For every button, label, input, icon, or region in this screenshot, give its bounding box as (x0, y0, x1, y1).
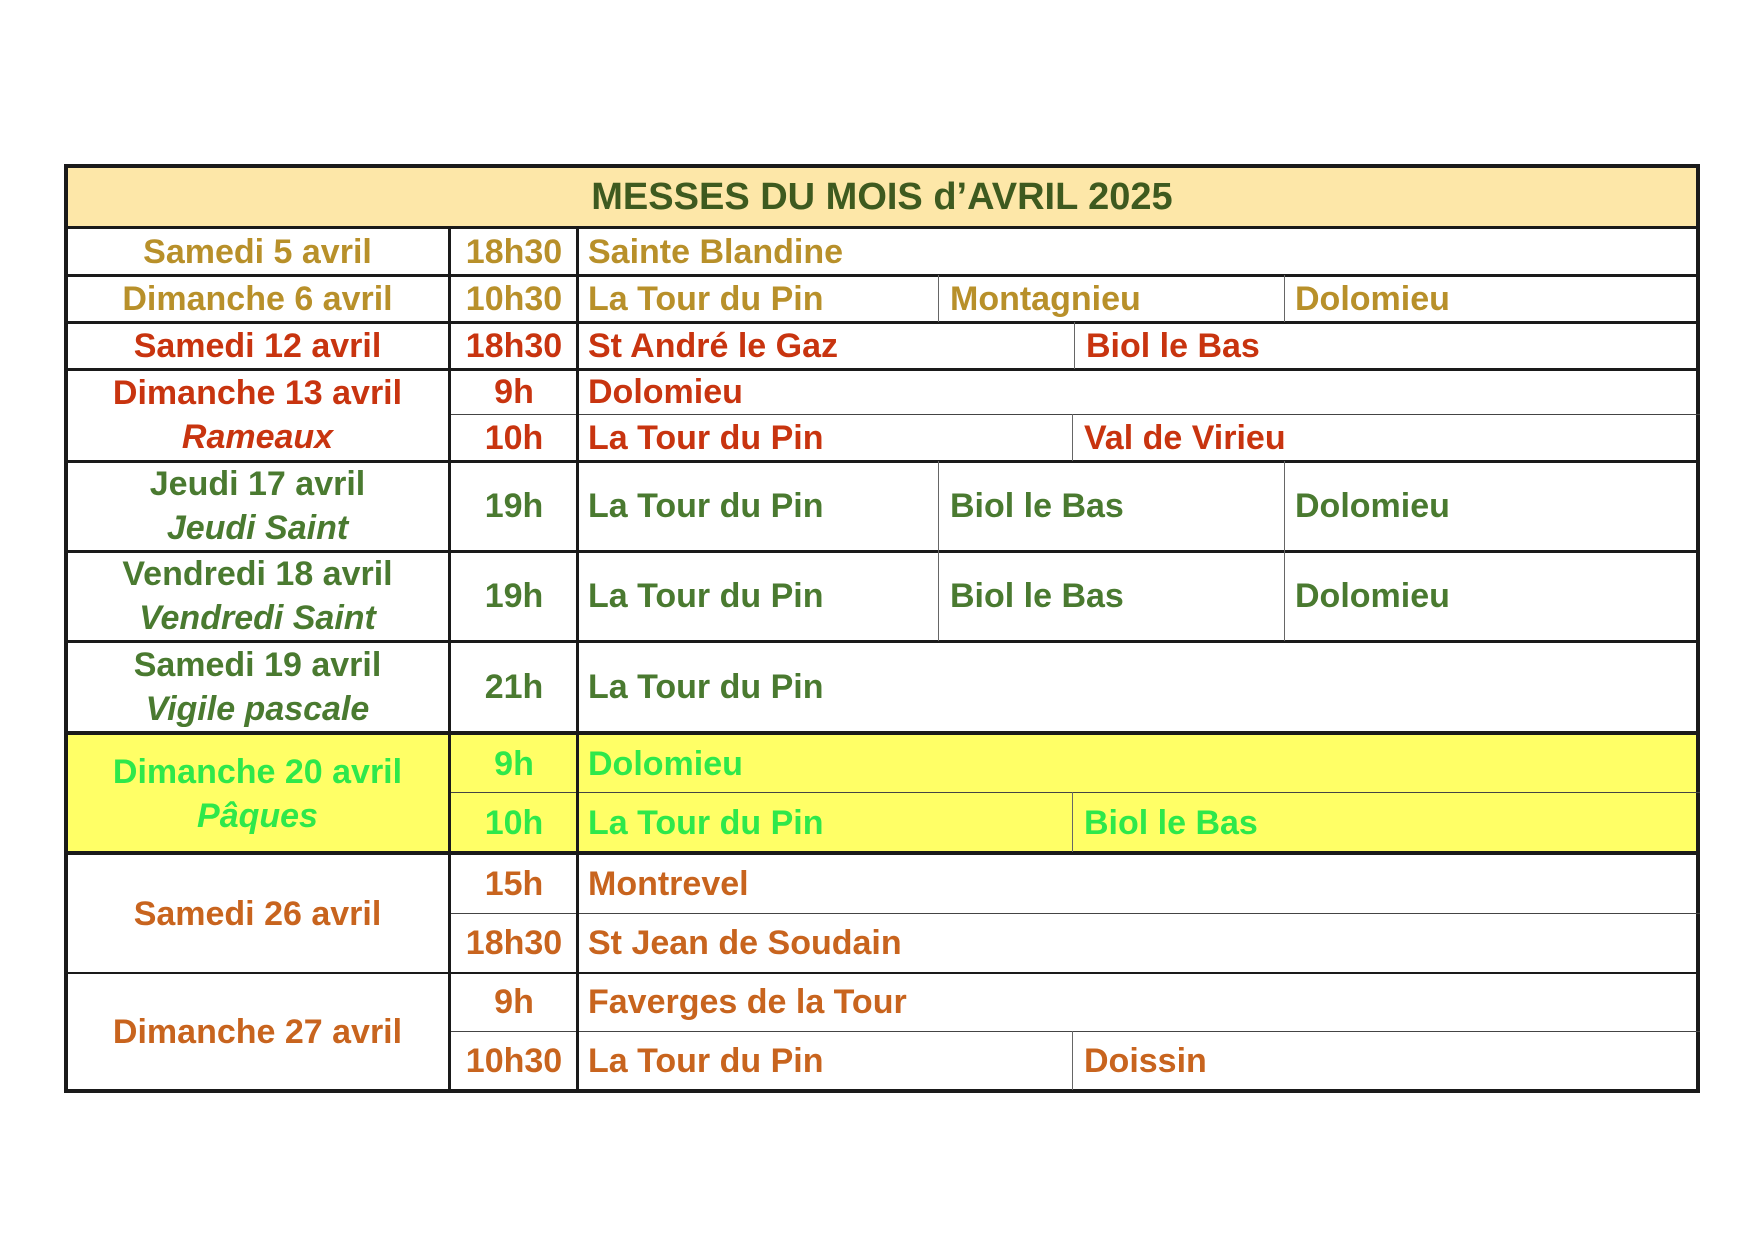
row-divider (64, 460, 1700, 463)
place-divider (1072, 792, 1073, 852)
day-label: Samedi 12 avril (133, 326, 382, 365)
row-day-cell (66, 735, 449, 852)
time-cell: 19h (484, 487, 544, 525)
day-label: Jeudi 17 avril (149, 465, 366, 503)
place-cell: Dolomieu (1295, 487, 1450, 525)
row-divider (64, 851, 1700, 855)
liturgical-note: Jeudi Saint (166, 509, 349, 547)
day-label: Dimanche 13 avril (112, 374, 403, 412)
place-cell: Dolomieu (588, 744, 743, 783)
row-day-cell (66, 370, 449, 460)
day-label: Dimanche 20 avril (112, 752, 403, 791)
time-cell: 10h30 (465, 1042, 563, 1080)
column-divider (448, 226, 451, 1093)
day-label: Dimanche 6 avril (122, 279, 393, 318)
row-day-cell (66, 323, 449, 368)
row-day-cell (66, 462, 449, 550)
time-cell: 15h (484, 865, 544, 903)
row-divider (64, 274, 1700, 277)
liturgical-note: Rameaux (181, 418, 334, 456)
table-border-left (64, 164, 68, 1093)
table-border-right (1696, 164, 1700, 1093)
sub-row-divider (449, 913, 1700, 914)
place-cell: Biol le Bas (1086, 326, 1260, 365)
day-label: Vendredi 18 avril (122, 555, 393, 593)
row-divider (64, 972, 1700, 974)
place-cell: La Tour du Pin (588, 279, 824, 318)
sub-row-divider (449, 1031, 1700, 1032)
place-cell: Dolomieu (588, 373, 743, 411)
table-border-top (64, 164, 1700, 168)
row-day-cell (66, 973, 449, 1091)
place-cell: Biol le Bas (1084, 803, 1258, 842)
place-cell: La Tour du Pin (588, 418, 824, 457)
place-cell: Montagnieu (950, 279, 1141, 318)
place-divider (1072, 1031, 1073, 1090)
place-cell: La Tour du Pin (588, 577, 824, 615)
place-cell: Dolomieu (1295, 577, 1450, 615)
place-cell: Val de Virieu (1084, 418, 1286, 457)
place-cell: St Jean de Soudain (588, 924, 902, 962)
table-border-bottom (64, 1089, 1700, 1093)
liturgical-note: Vendredi Saint (139, 599, 376, 637)
place-divider (1074, 322, 1075, 369)
liturgical-note: Pâques (197, 796, 318, 835)
place-divider (1072, 414, 1073, 461)
row-divider (64, 368, 1700, 371)
place-cell: Montrevel (588, 865, 749, 903)
row-divider (64, 550, 1700, 553)
row-divider (64, 321, 1700, 324)
place-cell: La Tour du Pin (588, 1042, 824, 1080)
row-day-cell (66, 855, 449, 973)
place-cell: Faverges de la Tour (588, 983, 907, 1021)
row-divider (64, 640, 1700, 643)
time-cell: 10h30 (465, 279, 563, 318)
time-cell: 18h30 (465, 326, 563, 365)
day-label: Samedi 19 avril (133, 645, 382, 684)
row-divider (64, 226, 1700, 229)
place-cell: La Tour du Pin (588, 487, 824, 525)
place-divider (1284, 461, 1285, 641)
column-divider (576, 226, 579, 1093)
day-label: Samedi 26 avril (133, 895, 382, 933)
time-cell: 9h (494, 983, 534, 1021)
place-cell: Doissin (1084, 1042, 1207, 1080)
place-cell: Biol le Bas (950, 577, 1124, 615)
place-cell: La Tour du Pin (588, 667, 824, 706)
day-label: Dimanche 27 avril (112, 1013, 403, 1051)
row-day-cell (66, 552, 449, 640)
row-day-cell (66, 228, 449, 275)
liturgical-note: Vigile pascale (145, 689, 370, 728)
page-title: MESSES DU MOIS d’AVRIL 2025 (591, 176, 1173, 218)
sub-row-divider (449, 414, 1700, 415)
time-cell: 10h (484, 803, 544, 842)
row-day-cell (66, 642, 449, 731)
time-cell: 18h30 (465, 924, 563, 962)
place-divider (938, 275, 939, 322)
place-cell: La Tour du Pin (588, 803, 824, 842)
time-cell: 10h (484, 418, 544, 457)
time-cell: 9h (494, 744, 534, 783)
place-cell: St André le Gaz (588, 326, 839, 365)
place-divider (1284, 275, 1285, 322)
time-cell: 21h (484, 667, 544, 706)
row-day-cell (66, 276, 449, 321)
place-cell: Biol le Bas (950, 487, 1124, 525)
place-cell: Sainte Blandine (588, 232, 844, 271)
sub-row-divider (449, 792, 1700, 793)
place-cell: Dolomieu (1295, 279, 1450, 318)
place-divider (938, 461, 939, 641)
time-cell: 18h30 (465, 232, 563, 271)
row-divider (64, 731, 1700, 735)
time-cell: 19h (484, 577, 544, 615)
time-cell: 9h (494, 373, 534, 411)
day-label: Samedi 5 avril (143, 232, 372, 271)
